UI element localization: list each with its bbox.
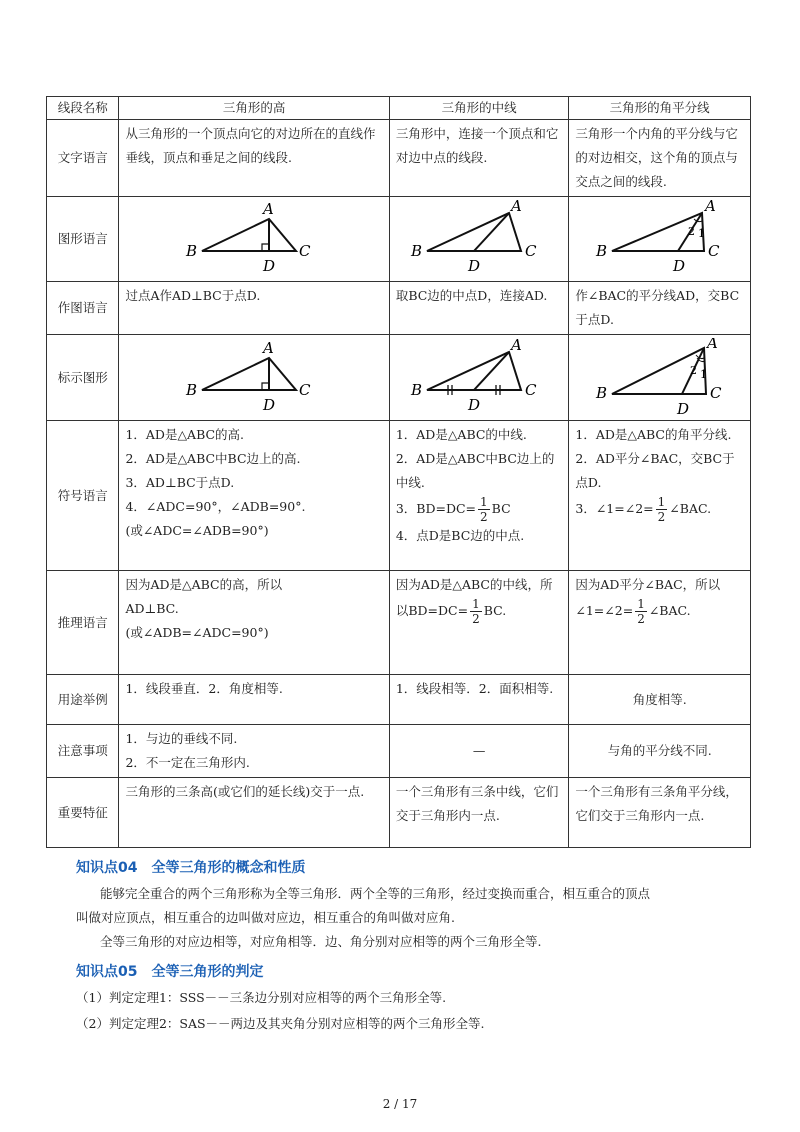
row-label-construct: 作图语言 xyxy=(47,282,119,335)
svg-text:D: D xyxy=(468,395,481,414)
section-04-title: 知识点04 全等三角形的概念和性质 xyxy=(76,860,306,876)
row-label-usage: 用途举例 xyxy=(47,675,119,725)
bisector-symbol xyxy=(569,421,751,571)
row-label-text: 文字语言 xyxy=(47,120,119,197)
header-bisector: 三角形的角平分线 xyxy=(569,97,751,120)
svg-text:A: A xyxy=(704,199,716,215)
bisector-symbol-3: 3．∠1=∠2= $\frac{1}{2}$ ∠BAC. xyxy=(575,495,712,524)
bisector-symbol-1: 1．AD是△ABC的角平分线. xyxy=(575,427,732,442)
row-label-symbol: 符号语言 xyxy=(47,421,119,571)
median-figure xyxy=(389,197,569,282)
bisector-reason: 因为AD平分∠BAC，所以∠1=∠2= $\frac{1}{2}$ ∠BAC. xyxy=(569,571,751,675)
altitude-features: 三角形的三条高(或它们的延长线)交于一点. xyxy=(119,778,389,848)
svg-text:B: B xyxy=(411,242,423,260)
row-label-notes: 注意事项 xyxy=(47,725,119,778)
bisector-marked-figure xyxy=(569,335,751,421)
bisector-construct: 作∠BAC的平分线AD，交BC于点D. xyxy=(569,282,751,335)
row-label-reason: 推理语言 xyxy=(47,571,119,675)
svg-text:A: A xyxy=(263,338,274,357)
fraction-half: $\frac{1}{2}$ xyxy=(480,495,488,524)
svg-text:D: D xyxy=(468,257,481,275)
bisector-usage: 角度相等. xyxy=(569,675,751,725)
svg-text:C: C xyxy=(707,242,720,260)
altitude-construct: 过点A作AD⊥BC于点D. xyxy=(119,282,389,335)
altitude-marked-figure xyxy=(119,335,389,421)
altitude-symbol-1: 1．AD是△ABC的高. xyxy=(125,427,245,442)
median-symbol xyxy=(389,421,569,571)
svg-text:D: D xyxy=(676,399,689,418)
svg-text:C: C xyxy=(299,380,311,399)
fraction-half: $\frac{1}{2}$ xyxy=(637,597,645,626)
median-symbol-4: 4．点D是BC边的中点. xyxy=(395,528,525,543)
altitude-usage: 1．线段垂直．2．角度相等. xyxy=(119,675,389,725)
median-symbol-3: 3．BD=DC= $\frac{1}{2}$ BC xyxy=(395,495,511,524)
section-05-line-2: （2）判定定理2：SAS－－两边及其夹角分别对应相等的两个三角形全等. xyxy=(76,1016,485,1031)
altitude-reason-1: 因为AD是△ABC的高，所以 xyxy=(125,577,283,592)
altitude-marked-diagram xyxy=(184,338,324,418)
svg-text:C: C xyxy=(525,242,537,260)
svg-text:B: B xyxy=(411,380,423,399)
altitude-symbol-3: 3．AD⊥BC于点D. xyxy=(125,475,235,490)
altitude-text: 从三角形的一个顶点向它的对边所在的直线作垂线，顶点和垂足之间的线段. xyxy=(119,120,389,197)
median-marked-figure xyxy=(389,335,569,421)
svg-text:B: B xyxy=(186,242,198,260)
svg-text:2: 2 xyxy=(687,225,695,238)
row-label-figure: 图形语言 xyxy=(47,197,119,282)
svg-text:C: C xyxy=(709,383,722,402)
median-construct: 取BC边的中点D，连接AD. xyxy=(389,282,569,335)
altitude-reason-3: (或∠ADB=∠ADC=90°) xyxy=(125,625,269,640)
svg-text:B: B xyxy=(595,383,607,402)
section-05-line-1: （1）判定定理1：SSS－－三条边分别对应相等的两个三角形全等. xyxy=(76,990,447,1005)
median-symbol-1: 1．AD是△ABC的中线. xyxy=(395,427,527,442)
altitude-reason-2: AD⊥BC. xyxy=(125,601,179,616)
altitude-reason xyxy=(119,571,389,675)
fraction-half: $\frac{1}{2}$ xyxy=(472,597,480,626)
svg-text:2: 2 xyxy=(689,363,697,377)
svg-text:A: A xyxy=(511,337,522,354)
altitude-note-1: 1．与边的垂线不同. xyxy=(125,731,238,746)
altitude-symbol-5: (或∠ADC=∠ADB=90°) xyxy=(125,523,269,538)
median-reason: 因为AD是△ABC的中线，所以BD=DC= $\frac{1}{2}$ BC. xyxy=(389,571,569,675)
bisector-diagram xyxy=(590,199,730,279)
median-diagram xyxy=(409,199,549,279)
altitude-figure xyxy=(119,197,389,282)
median-marked-diagram xyxy=(409,338,549,418)
section-04-para-2: 全等三角形的对应边相等，对应角相等．边、角分别对应相等的两个三角形全等. xyxy=(100,934,542,949)
header-segment-name: 线段名称 xyxy=(47,97,119,120)
svg-text:C: C xyxy=(525,380,537,399)
section-04-para-1: 能够完全重合的两个三角形称为全等三角形．两个全等的三角形，经过变换而重合，相互重合的顶点 xyxy=(100,886,651,901)
row-label-features: 重要特征 xyxy=(47,778,119,848)
svg-text:1: 1 xyxy=(697,227,705,240)
svg-text:A: A xyxy=(706,337,718,352)
altitude-note-2: 2．不一定在三角形内. xyxy=(125,755,250,770)
page-number: 2 / 17 xyxy=(382,1097,418,1111)
svg-text:D: D xyxy=(672,257,685,275)
section-05-title: 知识点05 全等三角形的判定 xyxy=(76,964,264,980)
bisector-symbol-2: 2．AD平分∠BAC，交BC于点D. xyxy=(575,451,735,490)
bisector-text: 三角形一个内角的平分线与它的对边相交，这个角的顶点与交点之间的线段. xyxy=(569,120,751,197)
header-altitude: 三角形的高 xyxy=(119,97,389,120)
altitude-symbol-2: 2．AD是△ABC中BC边上的高. xyxy=(125,451,301,466)
median-symbol-2: 2．AD是△ABC中BC边上的中线. xyxy=(395,451,555,490)
svg-text:A: A xyxy=(511,199,522,215)
fraction-half: $\frac{1}{2}$ xyxy=(657,495,666,524)
bisector-marked-diagram xyxy=(590,338,730,418)
median-notes: — xyxy=(389,725,569,778)
svg-text:A: A xyxy=(263,200,274,218)
bisector-figure xyxy=(569,197,751,282)
comparison-table xyxy=(46,96,751,848)
svg-text:D: D xyxy=(263,257,276,275)
svg-text:C: C xyxy=(299,242,311,260)
section-04-para-1b: 叫做对应顶点，相互重合的边叫做对应边，相互重合的角叫做对应角. xyxy=(76,910,455,925)
bisector-features: 一个三角形有三条角平分线，它们交于三角形内一点. xyxy=(569,778,751,848)
svg-text:B: B xyxy=(186,380,198,399)
row-label-marked: 标示图形 xyxy=(47,335,119,421)
median-text: 三角形中，连接一个顶点和它对边中点的线段. xyxy=(389,120,569,197)
svg-text:D: D xyxy=(263,395,276,414)
median-features: 一个三角形有三条中线，它们交于三角形内一点. xyxy=(389,778,569,848)
altitude-symbol xyxy=(119,421,389,571)
bisector-notes: 与角的平分线不同. xyxy=(569,725,751,778)
header-median: 三角形的中线 xyxy=(389,97,569,120)
altitude-diagram xyxy=(184,199,324,279)
altitude-symbol-4: 4．∠ADC=90°，∠ADB=90°. xyxy=(125,499,306,514)
svg-text:1: 1 xyxy=(699,367,707,381)
median-usage: 1．线段相等．2．面积相等. xyxy=(389,675,569,725)
altitude-notes xyxy=(119,725,389,778)
svg-text:B: B xyxy=(595,242,607,260)
